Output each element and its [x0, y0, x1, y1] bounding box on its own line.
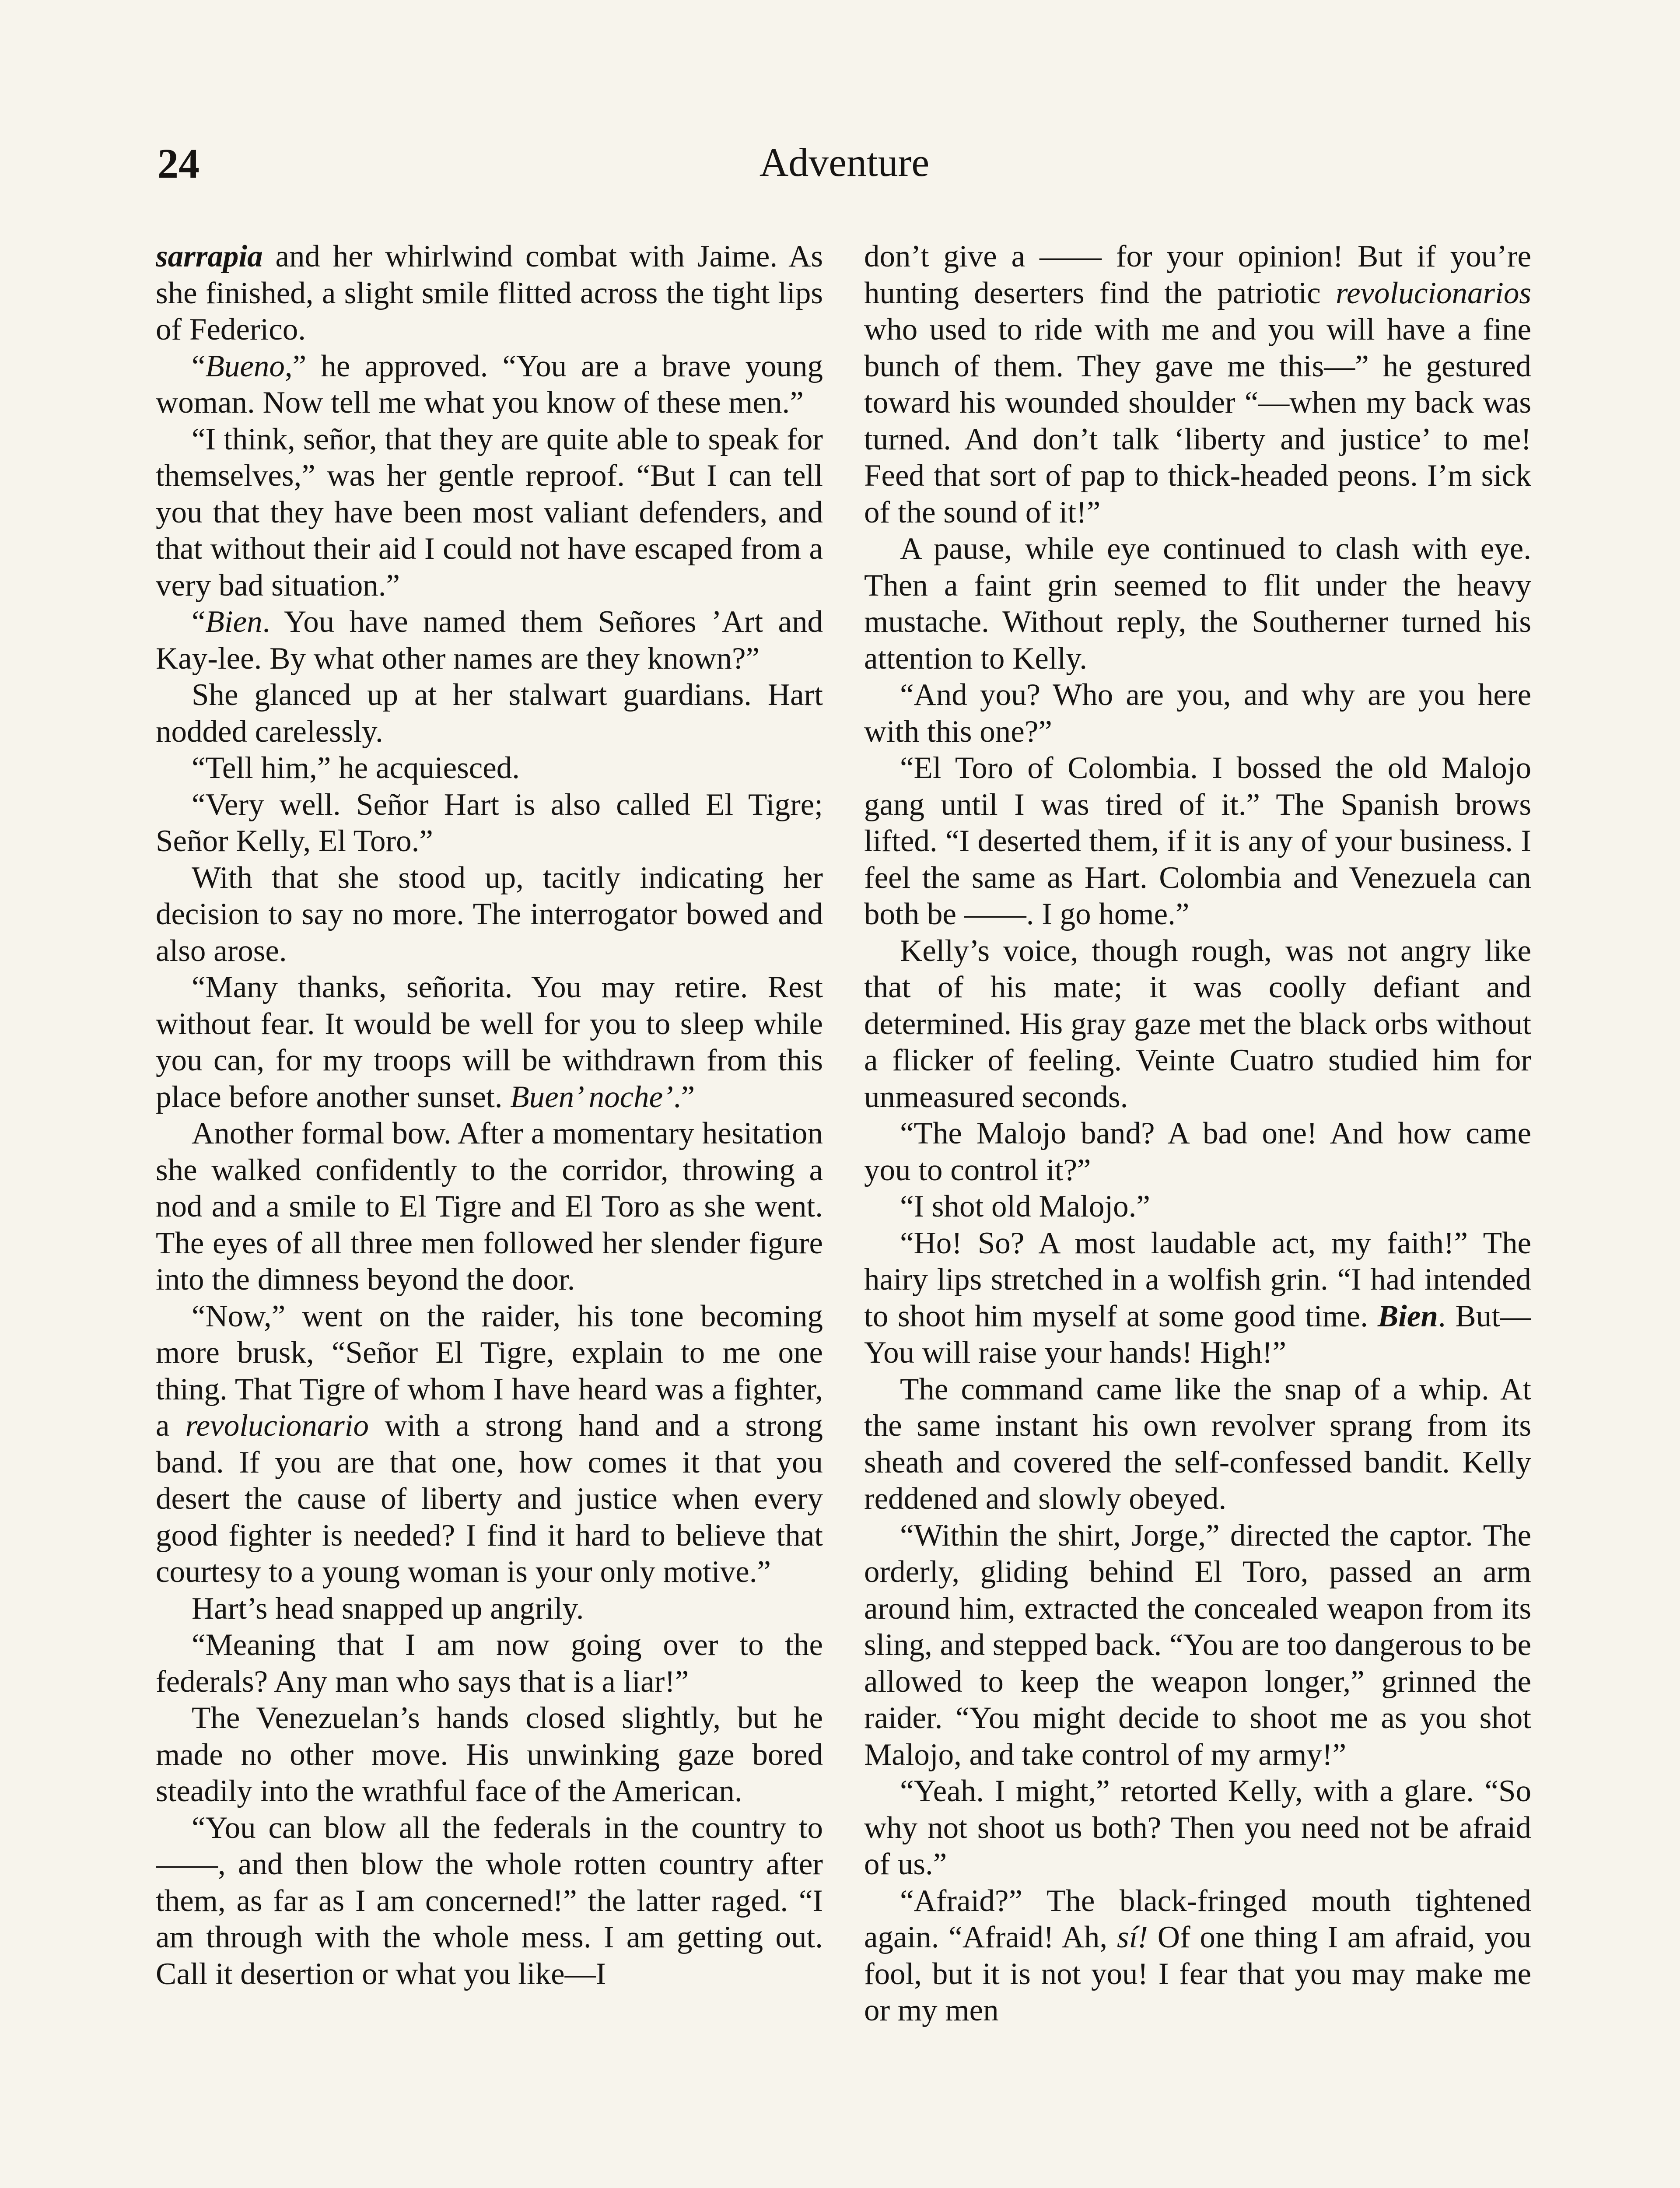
paragraph: “Very well. Señor Hart is also called El Tigre; Señor Kelly, El Toro.” [156, 787, 823, 858]
left-column [156, 238, 823, 2188]
page-number: 24 [158, 140, 200, 187]
right-column [864, 238, 1531, 2188]
paragraph: sarrapia and her whirlwind combat with Jaime. As she finished, a slight smile flitted across the tight lips of Federico. [156, 239, 823, 347]
page-header [158, 139, 1531, 214]
paragraph: “Tell him,” he acquiesced. [192, 751, 520, 785]
paragraph: “Meaning that I am now going over to the federals? Any man who says that is a liar!” [156, 1628, 823, 1699]
paragraph: The command came like the snap of a whip. At the same instant his own revolver sprang from its sheath and covered the self-confessed bandit. Kelly reddened and slowly obeyed. [864, 1372, 1531, 1516]
paragraph: “Yeah. I might,” retorted Kelly, with a glare. “So why not shoot us both? Then you need not be afraid of us.” [864, 1774, 1531, 1881]
paragraph: Another formal bow. After a momentary hesitation she walked confidently to the corridor, throwing a nod and a smile to El Tigre and El Toro as she went. The eyes of all three men followed her slender figure into the dimness beyond the door. [156, 1116, 823, 1297]
paragraph: A pause, while eye continued to clash with eye. Then a faint grin seemed to flit under the heavy mustache. Without reply, the Southerner turned his attention to Kelly. [864, 532, 1531, 676]
paragraph: “You can blow all the federals in the country to ——, and then blow the whole rotten country after them, as far as I am concerned!” the latter raged. “I am through with the whole mess. I am getting out. Call it desertion or what you like—I [156, 1810, 823, 1991]
paragraph: Hart’s head snapped up angrily. [192, 1591, 584, 1626]
running-title: Adventure [759, 140, 930, 185]
paragraph: She glanced up at her stalwart guardians. Hart nodded carelessly. [156, 678, 823, 749]
paragraph: “The Malojo band? A bad one! And how came you to control it?” [864, 1116, 1531, 1187]
paragraph: “I shot old Malojo.” [900, 1189, 1150, 1224]
paragraph: “Within the shirt, Jorge,” directed the captor. The orderly, gliding behind El Toro, passed an arm around him, extracted the concealed weapon from its sling, and stepped back. “You are too dangerous to be allowed to keep the weapon longer,” grinned the raider. “You might decide to shoot me as you shot Malojo, and take control of my army!” [864, 1518, 1531, 1772]
paragraph: “Now,” went on the raider, his tone becoming more brusk, “Señor El Tigre, explain to me one thing. That Tigre of whom I have heard was a fighter, a revolucionario with a strong hand and a strong band. If you are that one, how comes it that you desert the cause of liberty and justice when every good fighter is needed? I find it hard to believe that courtesy to a young woman is your only motive.” [156, 1299, 823, 1589]
paragraph: “I think, señor, that they are quite able to speak for themselves,” was her gentle reproof. “But I can tell you that they have been most valiant defenders, and that without their aid I could not have escaped from a very bad situation.” [156, 422, 823, 603]
paragraph: “Ho! So? A most laudable act, my faith!” The hairy lips stretched in a wolfish grin. “I had intended to shoot him myself at some good time. Bien. But— You will raise your hands! High!” [864, 1226, 1531, 1370]
paragraph: “And you? Who are you, and why are you here with this one?” [864, 678, 1531, 749]
paragraph: “Bueno,” he approved. “You are a brave young woman. Now tell me what you know of these men.” [156, 349, 823, 420]
paragraph: “El Toro of Colombia. I bossed the old Malojo gang until I was tired of it.” The Spanish brows lifted. “I deserted them, if it is any of your business. I feel the same as Hart. Colombia and Venezuela can both be ——. I go home.” [864, 751, 1531, 931]
paragraph: “Many thanks, señorita. You may retire. Rest without fear. It would be well for you to sleep while you can, for my troops will be withdrawn from this place before another sunset. Buen’ noche’.” [156, 970, 823, 1114]
paragraph: don’t give a —— for your opinion! But if you’re hunting deserters find the patriotic revolucionarios who used to ride with me and you will have a fine bunch of them. They gave me this—” he gestured toward his wounded shoulder “—when my back was turned. And don’t talk ‘liberty and justice’ to me! Feed that sort of pap to thick-headed peons. I’m sick of the sound of it!” [864, 239, 1531, 529]
paragraph: The Venezuelan’s hands closed slightly, but he made no other move. His unwinking gaze bored steadily into the wrathful face of the American. [156, 1701, 823, 1808]
paragraph: “Bien. You have named them Señores ’Art and Kay-lee. By what other names are they known?” [156, 605, 823, 676]
paragraph: Kelly’s voice, though rough, was not angry like that of his mate; it was coolly defiant and determined. His gray gaze met the black orbs without a flicker of feeling. Veinte Cuatro studied him for unmeasured seconds. [864, 933, 1531, 1114]
paragraph: With that she stood up, tacitly indicating her decision to say no more. The interrogator bowed and also arose. [156, 860, 823, 968]
paragraph: “Afraid?” The black-fringed mouth tightened again. “Afraid! Ah, sí! Of one thing I am afraid, you fool, but it is not you! I fear that you may make me or my men [864, 1883, 1531, 2027]
